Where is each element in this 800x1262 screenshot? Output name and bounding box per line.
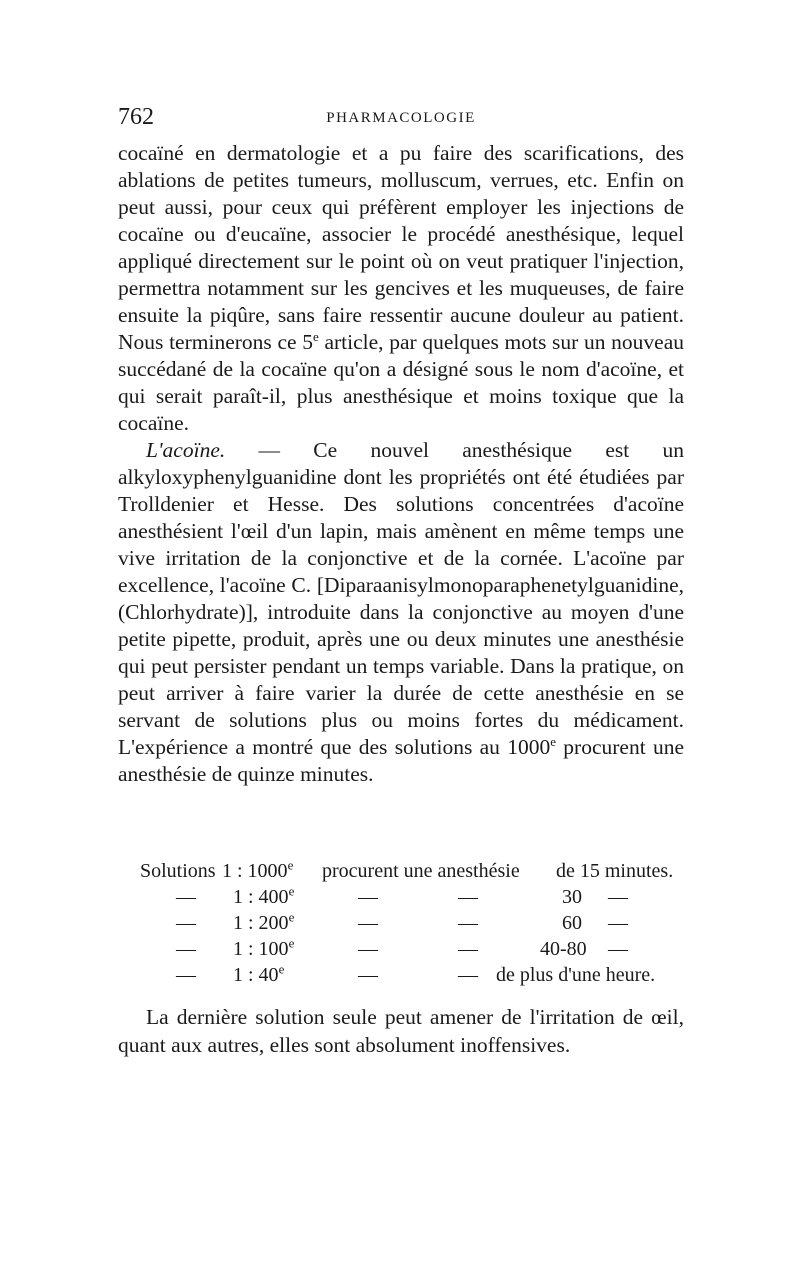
row-ditto: — (358, 912, 378, 934)
superscript: e (288, 935, 295, 951)
row-ratio (222, 858, 293, 884)
row-ditto: — (608, 912, 628, 934)
row-ditto: — (358, 886, 378, 908)
ratio-text: 1 : 400 (233, 886, 289, 908)
row-duration: de 15 minutes. (556, 860, 674, 882)
superscript: e (550, 733, 556, 749)
table-row (140, 936, 688, 962)
row-label: — (176, 912, 196, 934)
superscript: e (287, 857, 294, 873)
row-value: procurent une anesthésie (322, 860, 520, 882)
row-label: — (176, 964, 196, 986)
ratio-text: 1 : 200 (233, 912, 289, 934)
row-ratio (233, 936, 294, 962)
row-label: — (176, 938, 196, 960)
paragraph-text: — Ce nouvel anesthésique est un alkyloxyphenylguanidine dont les propriétés ont été étudiées par Trolldenier et Hesse. Des solutions concentrées d'acoïne anesthésient l'œil d'un lapin, mais amènent en même temps une vive irritation de la conjonctive et de la cornée. L'acoïne par excellence, l'acoïne C. [Diparaanisylmonoparaphenetylguanidine, (Chlorhydrate)], introduite dans la conjonctive au moyen d'une petite pipette, produit, après une ou deux minutes une anesthésie qui peut persister pendant un temps variable. Dans la pratique, on peut arriver à faire varier la durée de cette anesthésie en se servant de solutions plus ou moins fortes du médicament. L'expérience a montré que des solutions au 1000 (118, 438, 684, 759)
page-number: 762 (118, 104, 154, 130)
running-title: PHARMACOLOGIE (326, 110, 476, 126)
table-row (140, 858, 688, 884)
row-ditto: — (358, 938, 378, 960)
superscript: e (288, 909, 295, 925)
paragraph-text-continued: procurent une anesthésie de quinze minutes. (118, 735, 684, 786)
superscript: e (313, 328, 319, 344)
closing-text: La dernière solution seule peut amener de l'irritation de œil, quant aux autres, elles sont absolument inoffensives. (118, 1005, 684, 1057)
paragraph-cocaine (118, 140, 684, 437)
row-ditto: — (458, 912, 478, 934)
paragraph-acoine (118, 437, 684, 788)
row-label: Solutions (140, 860, 216, 882)
paragraph-text-continued: article, par quelques mots sur un nouveau succédané de la cocaïne qu'on a désigné sous le nom d'acoïne, et qui serait paraît-il, plus anesthésique et moins toxique que la cocaïne. (118, 330, 685, 435)
ratio-text: 1 : 100 (233, 938, 289, 960)
row-ratio (233, 962, 284, 988)
table-row (140, 962, 688, 988)
row-label: — (176, 886, 196, 908)
row-ditto: — (458, 964, 478, 986)
row-duration: 40-80 (540, 938, 587, 960)
row-ditto: — (608, 886, 628, 908)
row-ditto: — (608, 938, 628, 960)
solutions-table (140, 858, 688, 988)
paragraph-text: cocaïné en dermatologie et a pu faire des scarifications, des ablations de petites tumeurs, molluscum, verrues, etc. Enfin on peut aussi, pour ceux qui préfèrent employer les injections de cocaïne ou d'eucaïne, associer le procédé anesthésique, lequel appliqué directement sur le point où on veut pratiquer l'injection, permettra notamment sur les gencives et les muqueuses, de faire ensuite la piqûre, sans faire ressentir aucune douleur au patient. Nous terminerons ce 5 (118, 141, 684, 354)
row-duration: 30 (562, 886, 582, 908)
superscript: e (278, 961, 285, 977)
superscript: e (288, 883, 295, 899)
ratio-text: 1 : 40 (233, 964, 279, 986)
row-duration: de plus d'une heure. (496, 964, 656, 986)
row-ratio (233, 884, 294, 910)
table-row (140, 884, 688, 910)
section-title: L'acoïne. (146, 438, 226, 462)
row-duration: 60 (562, 912, 582, 934)
row-ditto: — (458, 886, 478, 908)
row-ditto: — (358, 964, 378, 986)
ratio-text: 1 : 1000 (222, 860, 288, 882)
body-text (118, 140, 684, 788)
page-header (118, 104, 684, 134)
row-ditto: — (458, 938, 478, 960)
closing-paragraph (118, 1003, 684, 1059)
table-row (140, 910, 688, 936)
row-ratio (233, 910, 294, 936)
